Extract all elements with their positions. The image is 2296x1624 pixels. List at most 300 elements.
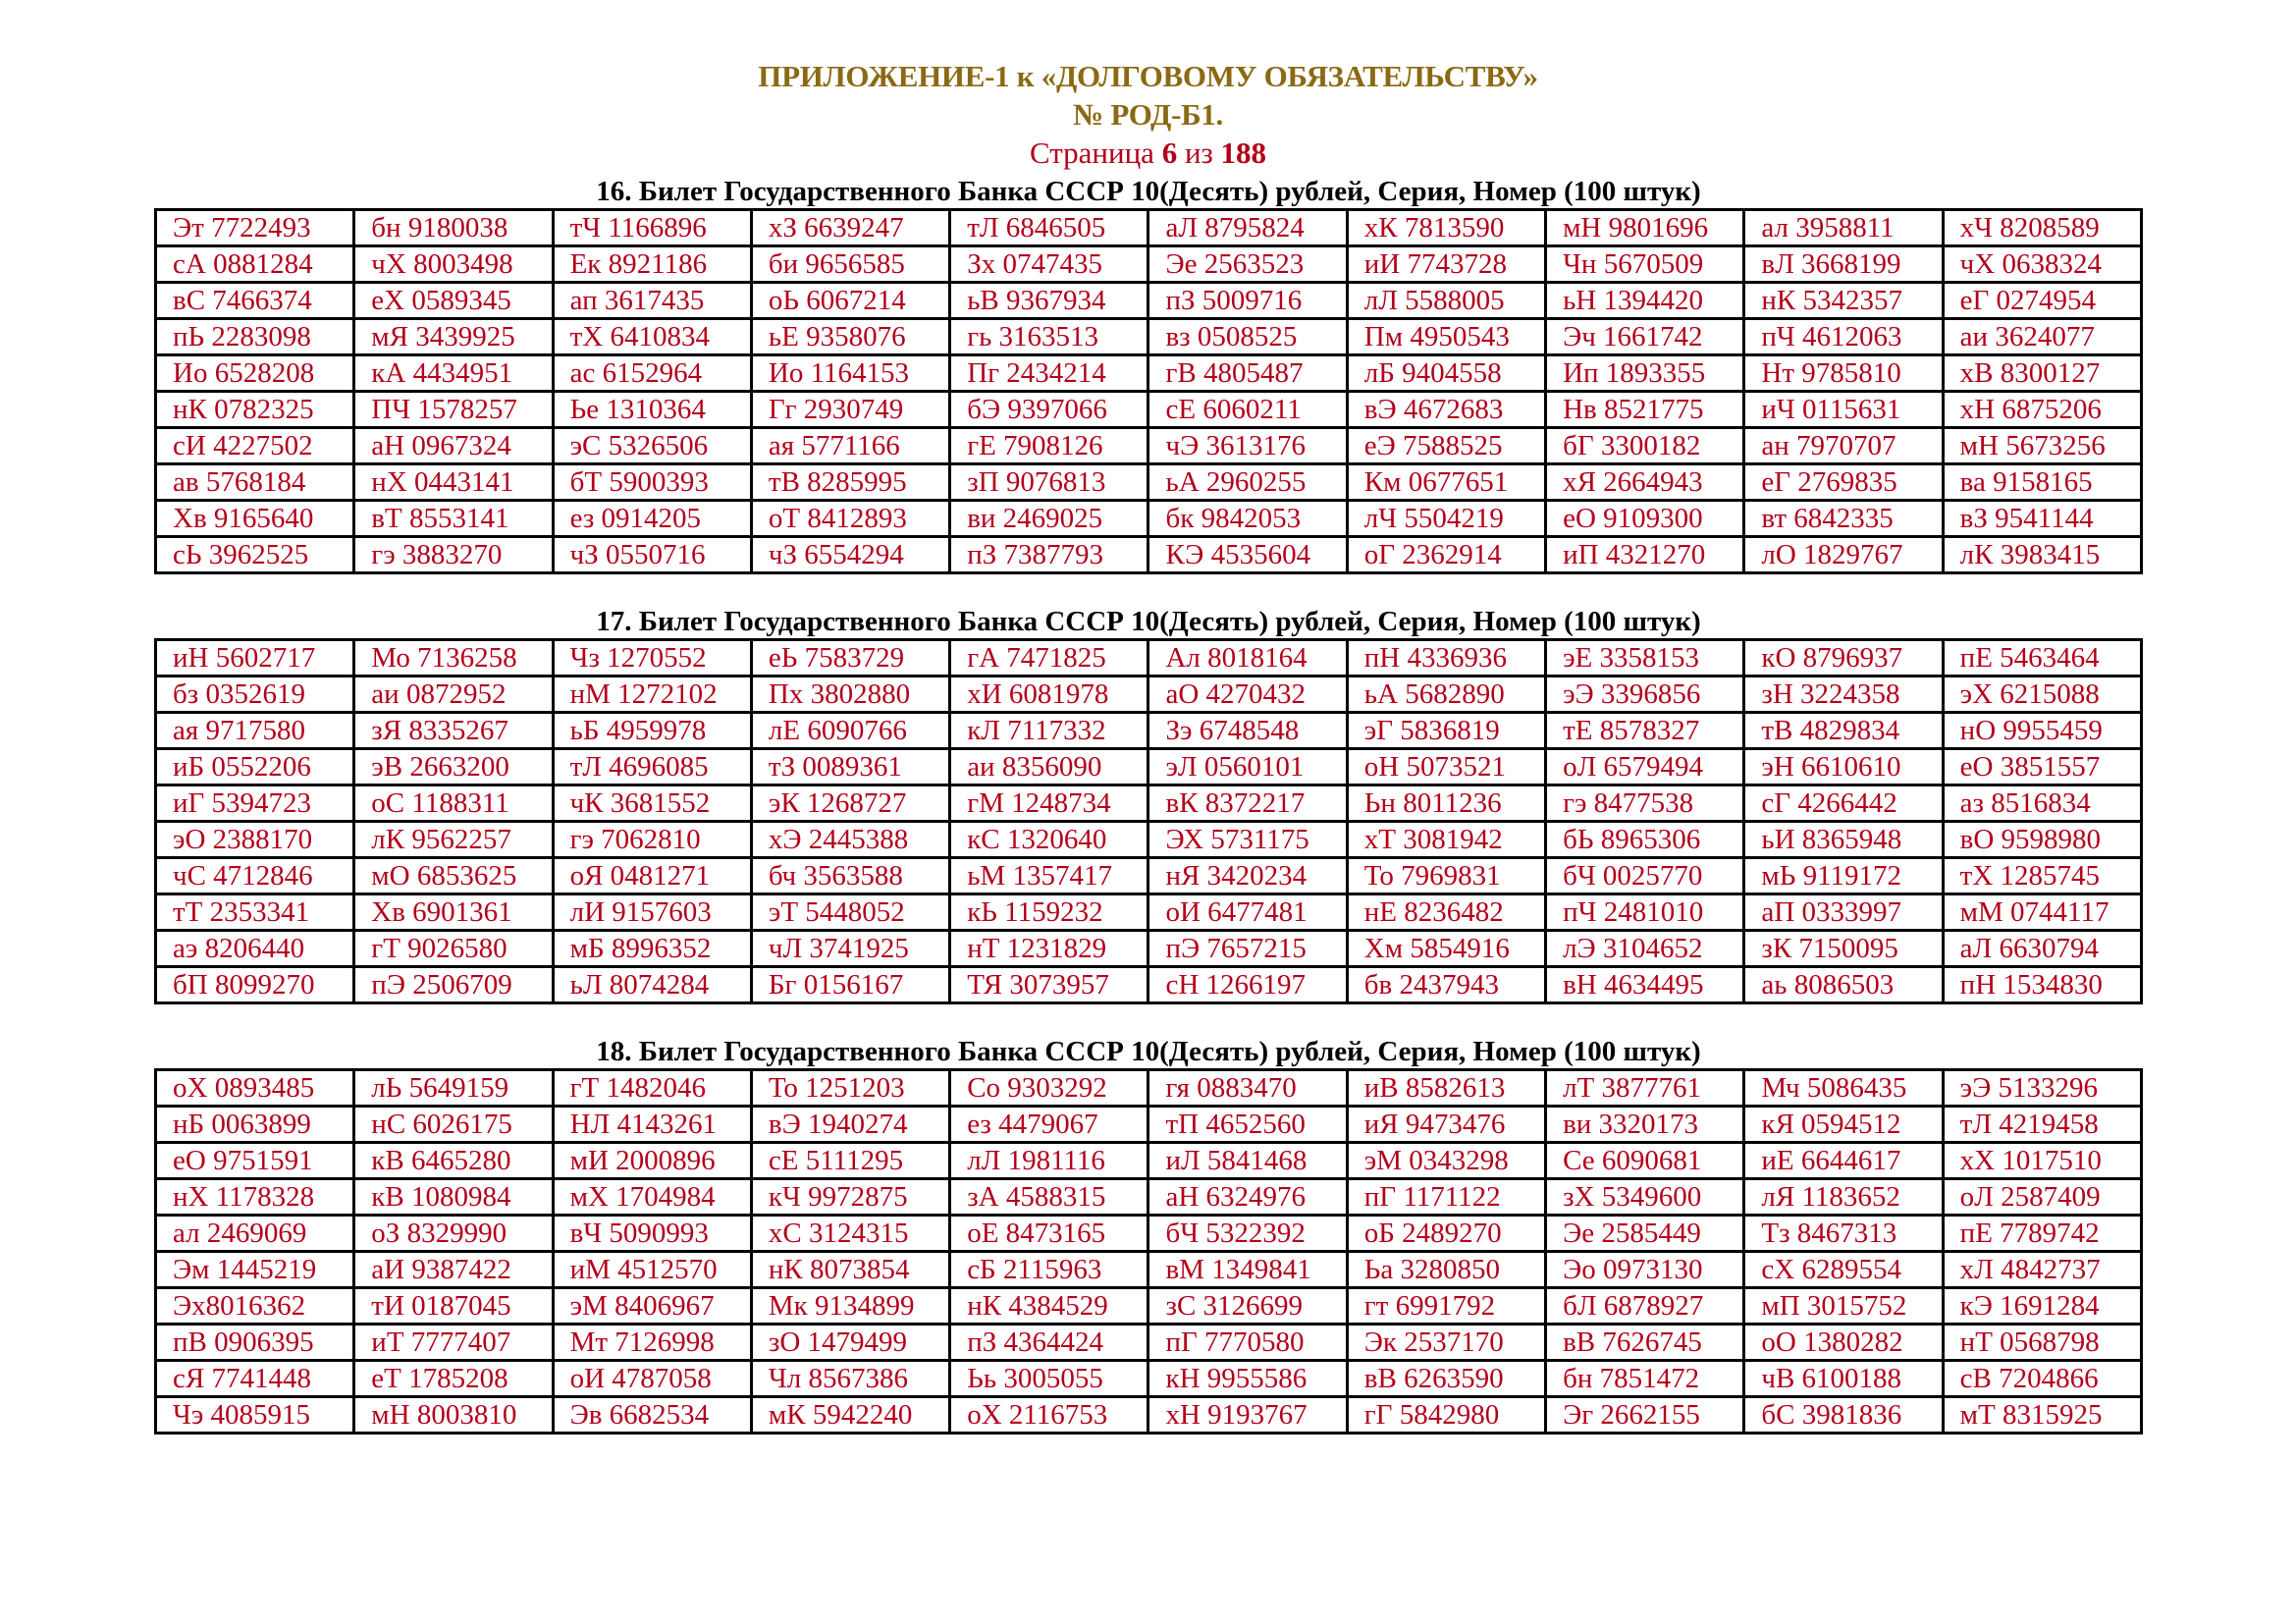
ticket-cell: пЕ 5463464 (1943, 640, 2141, 677)
page-indicator (0, 135, 2296, 172)
ticket-cell: кА 4434951 (354, 355, 553, 392)
ticket-cell: зП 9076813 (950, 464, 1148, 501)
ticket-cell: ьА 5682890 (1347, 677, 1545, 713)
ticket-cell: ал 3958811 (1744, 210, 1943, 246)
table-row (156, 283, 2142, 319)
ticket-cell: эН 6610610 (1744, 749, 1943, 785)
ticket-cell: чХ 8003498 (354, 246, 553, 283)
ticket-cell: аО 4270432 (1148, 677, 1347, 713)
ticket-cell: ая 5771166 (751, 428, 949, 464)
ticket-cell: тЕ 8578327 (1546, 713, 1744, 749)
ticket-cell: кЯ 0594512 (1744, 1107, 1943, 1143)
ticket-cell: Се 6090681 (1546, 1143, 1744, 1179)
table-row (156, 355, 2142, 392)
ticket-cell: аП 0333997 (1744, 894, 1943, 931)
ticket-cell: оЛ 2587409 (1943, 1179, 2141, 1216)
ticket-cell: иГ 5394723 (156, 785, 354, 822)
ticket-cell: еО 9751591 (156, 1143, 354, 1179)
ticket-cell: Зэ 6748548 (1148, 713, 1347, 749)
ticket-cell: лК 3983415 (1943, 537, 2141, 573)
ticket-cell: лК 9562257 (354, 822, 553, 858)
ticket-cell: вН 4634495 (1546, 967, 1744, 1003)
ticket-cell: оИ 6477481 (1148, 894, 1347, 931)
ticket-cell: вТ 8553141 (354, 501, 553, 537)
ticket-cell: оХ 2116753 (950, 1397, 1148, 1434)
ticket-cell: зК 7150095 (1744, 931, 1943, 967)
ticket-cell: аь 8086503 (1744, 967, 1943, 1003)
ticket-cell: чЭ 3613176 (1148, 428, 1347, 464)
ticket-cell: гГ 5842980 (1347, 1397, 1545, 1434)
ticket-cell: сИ 4227502 (156, 428, 354, 464)
ticket-cell: Эк 2537170 (1347, 1325, 1545, 1361)
ticket-cell: пЭ 7657215 (1148, 931, 1347, 967)
ticket-cell: пЕ 7789742 (1943, 1216, 2141, 1252)
ticket-cell: вЛ 3668199 (1744, 246, 1943, 283)
ticket-cell: ьВ 9367934 (950, 283, 1148, 319)
ticket-cell: лЛ 5588005 (1347, 283, 1545, 319)
ticket-cell: Ип 1893355 (1546, 355, 1744, 392)
ticket-cell: ьН 1394420 (1546, 283, 1744, 319)
ticket-cell: Хв 9165640 (156, 501, 354, 537)
ticket-cell: лО 1829767 (1744, 537, 1943, 573)
ticket-cell: тП 4652560 (1148, 1107, 1347, 1143)
ticket-cell: оЛ 6579494 (1546, 749, 1744, 785)
section-heading-17: 17. Билет Государственного Банка СССР 10(Десять) рублей, Серия, Номер (100 штук) (596, 606, 1701, 637)
ticket-cell: Эо 0973130 (1546, 1252, 1744, 1288)
table-row (156, 246, 2142, 283)
ticket-cell: Чз 1270552 (553, 640, 751, 677)
ticket-cell: мН 9801696 (1546, 210, 1744, 246)
table-row (156, 1143, 2142, 1179)
ticket-cell: чЗ 0550716 (553, 537, 751, 573)
ticket-cell: мХ 1704984 (553, 1179, 751, 1216)
ticket-cell: ви 3320173 (1546, 1107, 1744, 1143)
ticket-cell: пЬ 2283098 (156, 319, 354, 355)
ticket-cell: вВ 7626745 (1546, 1325, 1744, 1361)
ticket-cell: хН 6875206 (1943, 392, 2141, 428)
ticket-cell: Мт 7126998 (553, 1325, 751, 1361)
ticket-cell: То 1251203 (751, 1070, 949, 1107)
table-row (156, 501, 2142, 537)
ticket-cell: Чэ 4085915 (156, 1397, 354, 1434)
ticket-cell: кС 1320640 (950, 822, 1148, 858)
ticket-cell: Со 9303292 (950, 1070, 1148, 1107)
ticket-cell: бГ 3300182 (1546, 428, 1744, 464)
ticket-cell: би 9656585 (751, 246, 949, 283)
ticket-cell: оЕ 8473165 (950, 1216, 1148, 1252)
ticket-cell: мИ 2000896 (553, 1143, 751, 1179)
ticket-cell: бз 0352619 (156, 677, 354, 713)
page-prefix: Страница (1029, 135, 1162, 170)
ticket-cell: вК 8372217 (1148, 785, 1347, 822)
ticket-cell: чЛ 3741925 (751, 931, 949, 967)
ticket-cell: хИ 6081978 (950, 677, 1148, 713)
ticket-cell: пЭ 2506709 (354, 967, 553, 1003)
ticket-cell: ви 2469025 (950, 501, 1148, 537)
ticket-cell: тИ 0187045 (354, 1288, 553, 1325)
section-heading-18: 18. Билет Государственного Банка СССР 10(Десять) рублей, Серия, Номер (100 штук) (596, 1036, 1701, 1067)
ticket-cell: гТ 9026580 (354, 931, 553, 967)
ticket-cell: Чн 5670509 (1546, 246, 1744, 283)
ticket-cell: тТ 2353341 (156, 894, 354, 931)
ticket-cell: мО 6853625 (354, 858, 553, 894)
ticket-cell: сН 1266197 (1148, 967, 1347, 1003)
ticket-cell: оЬ 6067214 (751, 283, 949, 319)
ticket-cell: мН 8003810 (354, 1397, 553, 1434)
ticket-cell: гА 7471825 (950, 640, 1148, 677)
ticket-cell: еЭ 7588525 (1347, 428, 1545, 464)
ticket-cell: кО 8796937 (1744, 640, 1943, 677)
ticket-cell: хЗ 6639247 (751, 210, 949, 246)
ticket-cell: эК 1268727 (751, 785, 949, 822)
ticket-cell: Эм 1445219 (156, 1252, 354, 1288)
ticket-cell: бк 9842053 (1148, 501, 1347, 537)
table-row (156, 392, 2142, 428)
ticket-cell: ьЛ 8074284 (553, 967, 751, 1003)
ticket-cell: То 7969831 (1347, 858, 1545, 894)
ticket-cell: нХ 0443141 (354, 464, 553, 501)
ticket-cell: лЯ 1183652 (1744, 1179, 1943, 1216)
ticket-cell: бС 3981836 (1744, 1397, 1943, 1434)
ticket-cell: аН 6324976 (1148, 1179, 1347, 1216)
page-middle: из (1177, 135, 1221, 170)
ticket-cell: мТ 8315925 (1943, 1397, 2141, 1434)
ticket-cell: бв 2437943 (1347, 967, 1545, 1003)
table-row (156, 713, 2142, 749)
ticket-cell: Ек 8921186 (553, 246, 751, 283)
ticket-cell: Нв 8521775 (1546, 392, 1744, 428)
table-row (156, 1070, 2142, 1107)
ticket-cell: вт 6842335 (1744, 501, 1943, 537)
ticket-cell: хК 7813590 (1347, 210, 1545, 246)
ticket-cell: аН 0967324 (354, 428, 553, 464)
table-row (156, 464, 2142, 501)
ticket-cell: зА 4588315 (950, 1179, 1148, 1216)
ticket-cell: тВ 8285995 (751, 464, 949, 501)
ticket-cell: лЬ 5649159 (354, 1070, 553, 1107)
ticket-cell: ТЯ 3073957 (950, 967, 1148, 1003)
ticket-cell: эЕ 3358153 (1546, 640, 1744, 677)
ticket-cell: кЬ 1159232 (950, 894, 1148, 931)
ticket-cell: Эе 2563523 (1148, 246, 1347, 283)
ticket-cell: Чл 8567386 (751, 1361, 949, 1397)
ticket-cell: еХ 0589345 (354, 283, 553, 319)
ticket-cell: оС 1188311 (354, 785, 553, 822)
ticket-cell: вз 0508525 (1148, 319, 1347, 355)
page-total: 188 (1220, 135, 1267, 170)
ticket-cell: аи 0872952 (354, 677, 553, 713)
ticket-cell: зС 3126699 (1148, 1288, 1347, 1325)
ticket-cell: хЭ 2445388 (751, 822, 949, 858)
ticket-cell: эС 5326506 (553, 428, 751, 464)
ticket-cell: лЛ 1981116 (950, 1143, 1148, 1179)
ticket-cell: гМ 1248734 (950, 785, 1148, 822)
ticket-cell: оИ 4787058 (553, 1361, 751, 1397)
ticket-cell: гЕ 7908126 (950, 428, 1148, 464)
ticket-cell: аэ 8206440 (156, 931, 354, 967)
ticket-cell: нЕ 8236482 (1347, 894, 1545, 931)
ticket-cell: Ьн 8011236 (1347, 785, 1545, 822)
ticket-cell: еО 3851557 (1943, 749, 2141, 785)
table-row (156, 537, 2142, 573)
ticket-cell: Ал 8018164 (1148, 640, 1347, 677)
ticket-cell: эЭ 3396856 (1546, 677, 1744, 713)
ticket-cell: тВ 4829834 (1744, 713, 1943, 749)
ticket-cell: оТ 8412893 (751, 501, 949, 537)
ticket-cell: зО 1479499 (751, 1325, 949, 1361)
ticket-cell: тЗ 0089361 (751, 749, 949, 785)
ticket-cell: Ье 1310364 (553, 392, 751, 428)
ticket-cell: лЧ 5504219 (1347, 501, 1545, 537)
ticket-cell: пЗ 5009716 (1148, 283, 1347, 319)
ticket-cell: Пг 2434214 (950, 355, 1148, 392)
ticket-cell: вЗ 9541144 (1943, 501, 2141, 537)
ticket-cell: Эв 6682534 (553, 1397, 751, 1434)
ticket-cell: кН 9955586 (1148, 1361, 1347, 1397)
ticket-table-18 (154, 1068, 2143, 1435)
ticket-cell: ЭХ 5731175 (1148, 822, 1347, 858)
ticket-cell: оГ 2362914 (1347, 537, 1545, 573)
ticket-cell: гэ 8477538 (1546, 785, 1744, 822)
ticket-cell: иВ 8582613 (1347, 1070, 1545, 1107)
obligation-number: № РОД-Б1. (1073, 97, 1223, 132)
ticket-cell: гэ 7062810 (553, 822, 751, 858)
ticket-cell: иМ 4512570 (553, 1252, 751, 1288)
ticket-cell: ан 7970707 (1744, 428, 1943, 464)
ticket-cell: тЛ 4696085 (553, 749, 751, 785)
ticket-cell: гь 3163513 (950, 319, 1148, 355)
table-row (156, 1288, 2142, 1325)
ticket-cell: иИ 7743728 (1347, 246, 1545, 283)
table-row (156, 858, 2142, 894)
ticket-cell: бЭ 9397066 (950, 392, 1148, 428)
ticket-cell: мК 5942240 (751, 1397, 949, 1434)
ticket-table-17 (154, 638, 2143, 1004)
ticket-cell: иТ 7777407 (354, 1325, 553, 1361)
ticket-cell: бЧ 5322392 (1148, 1216, 1347, 1252)
ticket-cell: чК 3681552 (553, 785, 751, 822)
ticket-cell: аЛ 6630794 (1943, 931, 2141, 967)
ticket-cell: бЧ 0025770 (1546, 858, 1744, 894)
ticket-cell: хС 3124315 (751, 1216, 949, 1252)
ticket-cell: Эе 2585449 (1546, 1216, 1744, 1252)
ticket-cell: сЕ 6060211 (1148, 392, 1347, 428)
ticket-cell: Зх 0747435 (950, 246, 1148, 283)
ticket-cell: ез 0914205 (553, 501, 751, 537)
table-row (156, 894, 2142, 931)
ticket-cell: Нт 9785810 (1744, 355, 1943, 392)
ticket-cell: лИ 9157603 (553, 894, 751, 931)
ticket-cell: гТ 1482046 (553, 1070, 751, 1107)
ticket-cell: гт 6991792 (1347, 1288, 1545, 1325)
ticket-cell: сХ 6289554 (1744, 1252, 1943, 1288)
ticket-cell: эЭ 5133296 (1943, 1070, 2141, 1107)
ticket-cell: пВ 0906395 (156, 1325, 354, 1361)
ticket-cell: оЗ 8329990 (354, 1216, 553, 1252)
ticket-cell: бЬ 8965306 (1546, 822, 1744, 858)
ticket-cell: эВ 2663200 (354, 749, 553, 785)
ticket-cell: оН 5073521 (1347, 749, 1545, 785)
table-row (156, 640, 2142, 677)
ticket-cell: хН 9193767 (1148, 1397, 1347, 1434)
ticket-cell: Ио 1164153 (751, 355, 949, 392)
table-row (156, 1397, 2142, 1434)
ticket-cell: нМ 1272102 (553, 677, 751, 713)
ticket-cell: эО 2388170 (156, 822, 354, 858)
ticket-cell: оХ 0893485 (156, 1070, 354, 1107)
ticket-cell: пЧ 2481010 (1546, 894, 1744, 931)
ticket-cell: еЬ 7583729 (751, 640, 949, 677)
ticket-cell: эЛ 0560101 (1148, 749, 1347, 785)
ticket-cell: хЛ 4842737 (1943, 1252, 2141, 1288)
ticket-cell: гя 0883470 (1148, 1070, 1347, 1107)
ticket-cell: хТ 3081942 (1347, 822, 1545, 858)
ticket-cell: еТ 1785208 (354, 1361, 553, 1397)
ticket-cell: нК 5342357 (1744, 283, 1943, 319)
ticket-cell: кВ 1080984 (354, 1179, 553, 1216)
ticket-cell: хХ 1017510 (1943, 1143, 2141, 1179)
ticket-cell: ал 2469069 (156, 1216, 354, 1252)
ticket-cell: Ьь 3005055 (950, 1361, 1148, 1397)
ticket-cell: вС 7466374 (156, 283, 354, 319)
section-heading-16: 16. Билет Государственного Банка СССР 10(Десять) рублей, Серия, Номер (100 штук) (596, 176, 1701, 207)
ticket-cell: нК 8073854 (751, 1252, 949, 1288)
ticket-cell: пЗ 4364424 (950, 1325, 1148, 1361)
ticket-cell: лТ 3877761 (1546, 1070, 1744, 1107)
ticket-cell: ьИ 8365948 (1744, 822, 1943, 858)
ticket-cell: нТ 0568798 (1943, 1325, 2141, 1361)
table-row (156, 967, 2142, 1003)
ticket-cell: ап 3617435 (553, 283, 751, 319)
ticket-cell: мМ 0744117 (1943, 894, 2141, 931)
ticket-cell: нК 0782325 (156, 392, 354, 428)
ticket-cell: кЧ 9972875 (751, 1179, 949, 1216)
ticket-cell: гВ 4805487 (1148, 355, 1347, 392)
table-row (156, 749, 2142, 785)
ticket-cell: мЬ 9119172 (1744, 858, 1943, 894)
ticket-cell: пГ 7770580 (1148, 1325, 1347, 1361)
ticket-cell: вЭ 1940274 (751, 1107, 949, 1143)
ticket-cell: иЯ 9473476 (1347, 1107, 1545, 1143)
ticket-cell: еГ 0274954 (1943, 283, 2141, 319)
ticket-cell: бн 9180038 (354, 210, 553, 246)
ticket-cell: Мк 9134899 (751, 1288, 949, 1325)
ticket-cell: аи 8356090 (950, 749, 1148, 785)
ticket-cell: пН 1534830 (1943, 967, 2141, 1003)
ticket-cell: зН 3224358 (1744, 677, 1943, 713)
table-row (156, 319, 2142, 355)
ticket-cell: НЛ 4143261 (553, 1107, 751, 1143)
ticket-cell: гэ 3883270 (354, 537, 553, 573)
ticket-cell: сА 0881284 (156, 246, 354, 283)
table-row (156, 1325, 2142, 1361)
ticket-cell: иЛ 5841468 (1148, 1143, 1347, 1179)
ticket-cell: бЛ 6878927 (1546, 1288, 1744, 1325)
ticket-cell: Эч 1661742 (1546, 319, 1744, 355)
ticket-cell: бТ 5900393 (553, 464, 751, 501)
ticket-cell: вВ 6263590 (1347, 1361, 1545, 1397)
table-row (156, 1361, 2142, 1397)
ticket-cell: Хм 5854916 (1347, 931, 1545, 967)
ticket-cell: Эх8016362 (156, 1288, 354, 1325)
table-row (156, 210, 2142, 246)
ticket-cell: иЕ 6644617 (1744, 1143, 1943, 1179)
ticket-cell: ас 6152964 (553, 355, 751, 392)
ticket-cell: пЧ 4612063 (1744, 319, 1943, 355)
ticket-cell: нО 9955459 (1943, 713, 2141, 749)
ticket-cell: нТ 1231829 (950, 931, 1148, 967)
ticket-cell: Ьа 3280850 (1347, 1252, 1545, 1288)
ticket-cell: Хв 6901361 (354, 894, 553, 931)
ticket-cell: Эг 2662155 (1546, 1397, 1744, 1434)
ticket-cell: иН 5602717 (156, 640, 354, 677)
table-row (156, 1252, 2142, 1288)
ticket-cell: оО 1380282 (1744, 1325, 1943, 1361)
ticket-cell: чВ 6100188 (1744, 1361, 1943, 1397)
ticket-cell: эГ 5836819 (1347, 713, 1545, 749)
ticket-cell: аз 8516834 (1943, 785, 2141, 822)
ticket-cell: Пм 4950543 (1347, 319, 1545, 355)
ticket-cell: аи 3624077 (1943, 319, 2141, 355)
ticket-cell: нХ 1178328 (156, 1179, 354, 1216)
ticket-cell: зХ 5349600 (1546, 1179, 1744, 1216)
ticket-cell: пЗ 7387793 (950, 537, 1148, 573)
ticket-cell: вЭ 4672683 (1347, 392, 1545, 428)
ticket-cell: ав 5768184 (156, 464, 354, 501)
ticket-cell: КЭ 4535604 (1148, 537, 1347, 573)
ticket-cell: кВ 6465280 (354, 1143, 553, 1179)
ticket-cell: бн 7851472 (1546, 1361, 1744, 1397)
ticket-cell: сГ 4266442 (1744, 785, 1943, 822)
ticket-cell: пГ 1171122 (1347, 1179, 1545, 1216)
ticket-cell: вЧ 5090993 (553, 1216, 751, 1252)
table-row (156, 785, 2142, 822)
ticket-cell: Бг 0156167 (751, 967, 949, 1003)
ticket-cell: тЛ 4219458 (1943, 1107, 2141, 1143)
ticket-cell: кЭ 1691284 (1943, 1288, 2141, 1325)
ticket-cell: тЧ 1166896 (553, 210, 751, 246)
ticket-cell: тХ 6410834 (553, 319, 751, 355)
ticket-cell: чС 4712846 (156, 858, 354, 894)
ticket-cell: аЛ 8795824 (1148, 210, 1347, 246)
ticket-cell: ПЧ 1578257 (354, 392, 553, 428)
ticket-cell: вО 9598980 (1943, 822, 2141, 858)
ticket-cell: еО 9109300 (1546, 501, 1744, 537)
ticket-cell: мП 3015752 (1744, 1288, 1943, 1325)
ticket-cell: сЬ 3962525 (156, 537, 354, 573)
ticket-cell: хЯ 2664943 (1546, 464, 1744, 501)
ticket-table-16 (154, 208, 2143, 574)
ticket-cell: ьМ 1357417 (950, 858, 1148, 894)
ticket-cell: Ио 6528208 (156, 355, 354, 392)
ticket-cell: оЯ 0481271 (553, 858, 751, 894)
table-row (156, 931, 2142, 967)
table-row (156, 822, 2142, 858)
table-row (156, 428, 2142, 464)
ticket-cell: иЧ 0115631 (1744, 392, 1943, 428)
ticket-cell: лБ 9404558 (1347, 355, 1545, 392)
ticket-cell: хВ 8300127 (1943, 355, 2141, 392)
ticket-cell: тХ 1285745 (1943, 858, 2141, 894)
ticket-cell: мЯ 3439925 (354, 319, 553, 355)
ticket-cell: тЛ 6846505 (950, 210, 1148, 246)
ticket-cell: эМ 8406967 (553, 1288, 751, 1325)
ticket-cell: эХ 6215088 (1943, 677, 2141, 713)
ticket-cell: ьЕ 9358076 (751, 319, 949, 355)
ticket-cell: иБ 0552206 (156, 749, 354, 785)
ticket-cell: эМ 0343298 (1347, 1143, 1545, 1179)
ticket-cell: эТ 5448052 (751, 894, 949, 931)
